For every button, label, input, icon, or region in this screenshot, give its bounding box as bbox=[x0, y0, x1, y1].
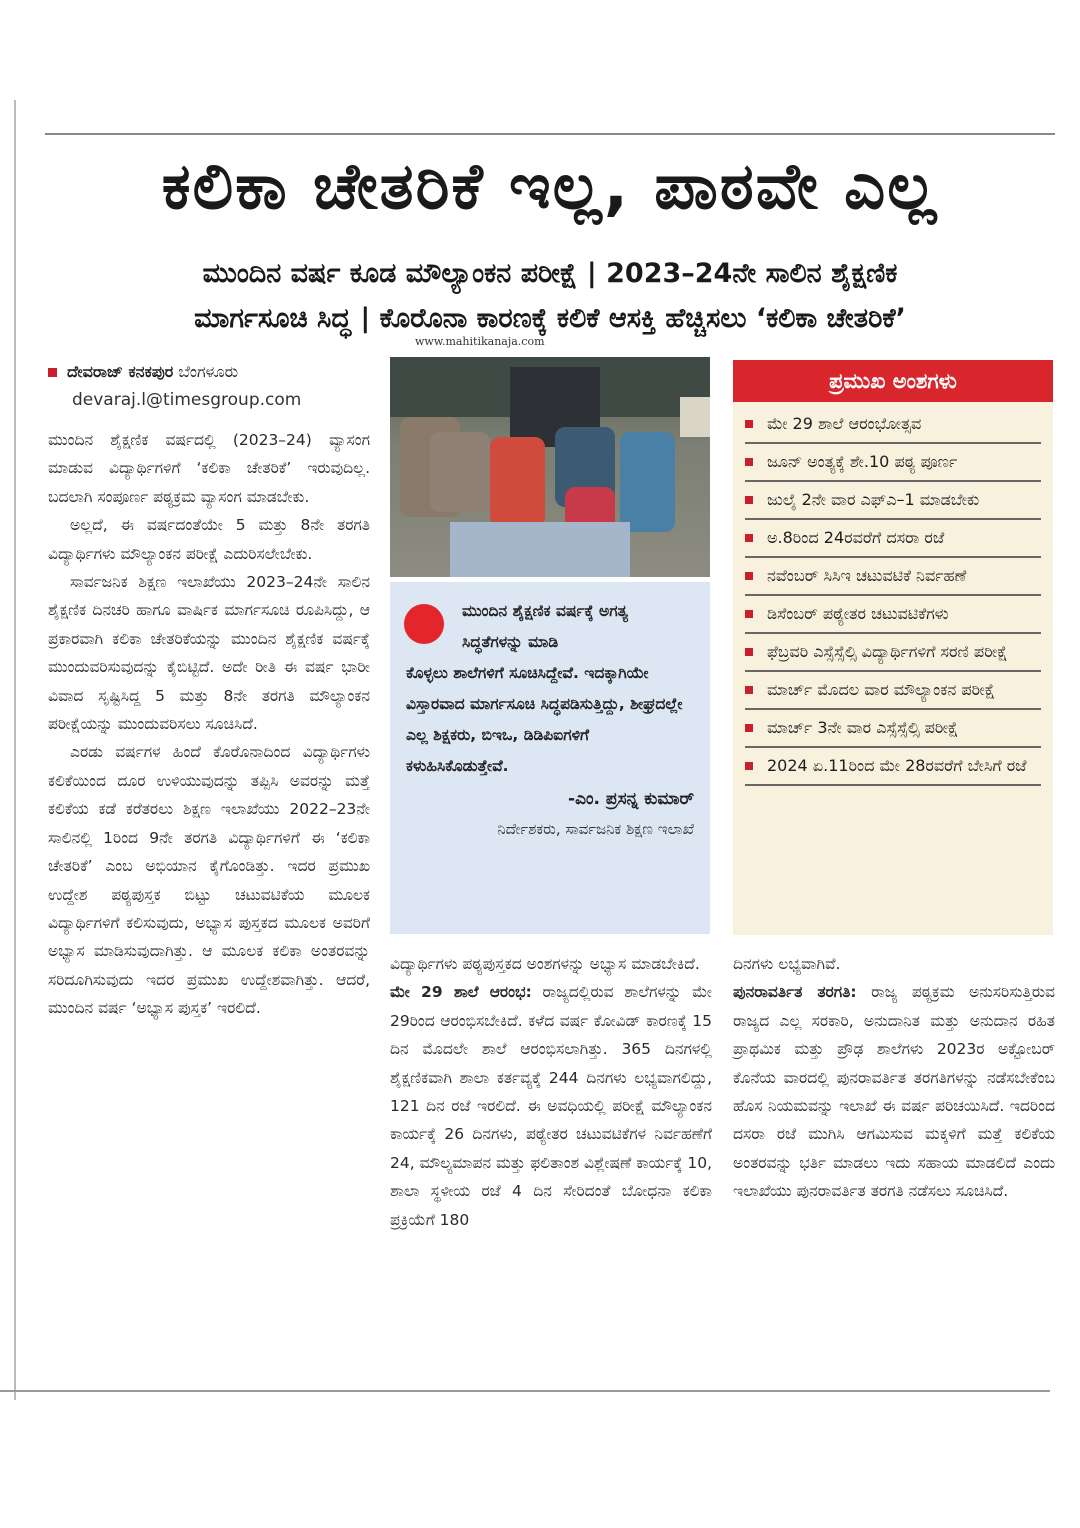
subheadline-1: ಮುಂದಿನ ವರ್ಷ ಕೂಡ ಮೌಲ್ಯಾಂಕನ ಪರೀಕ್ಷೆ | 2023–24ನೇ ಸಾಲಿನ ಶೈಕ್ಷಣಿಕ bbox=[202, 258, 898, 289]
paragraph: ಸಾರ್ವಜನಿಕ ಶಿಕ್ಷಣ ಇಲಾಖೆಯು 2023–24ನೇ ಸಾಲಿನ ಶೈಕ್ಷಣಿಕ ದಿನಚರಿ ಹಾಗೂ ವಾರ್ಷಿಕ ಮಾರ್ಗಸೂಚಿ ರೂಪಿಸಿದ್ದು, ಆ ಪ್ರಕಾರವಾಗಿ ಕಲಿಕಾ ಚೇತರಿಕೆಯನ್ನು ಮುಂದಿನ ಶೈಕ್ಷಣಿಕ ವರ್ಷಕ್ಕೆ ಮುಂದುವರಿಸುವುದನ್ನು ಕೈಬಿಟ್ಟಿದೆ. ಅದೇ ರೀತಿ ಈ ವರ್ಷ ಭಾರೀ ವಿವಾದ ಸೃಷ್ಟಿಸಿದ್ದ 5 ಮತ್ತು 8ನೇ ತರಗತಿ ಮೌಲ್ಯಾಂಕನ ಪರೀಕ್ಷೆಯನ್ನು ಮುಂದುವರಿಸಲು ಸೂಚಿಸಿದೆ. bbox=[48, 573, 370, 734]
author-email[interactable]: devaraj.l@timesgroup.com bbox=[72, 390, 302, 410]
highlight-item: 2024 ಏ.11ರಿಂದ ಮೇ 28ರವರೆಗೆ ಬೇಸಿಗೆ ರಜೆ bbox=[745, 748, 1041, 786]
paragraph: ವಿದ್ಯಾರ್ಥಿಗಳು ಪಠ್ಯಪುಸ್ತಕದ ಅಂಶಗಳನ್ನು ಅಭ್ಯಾಸ ಮಾಡಬೇಕಿದೆ. bbox=[390, 955, 700, 973]
byline bbox=[48, 358, 378, 414]
quote-author-role: ನಿರ್ದೇಶಕರು, ಸಾರ್ವಜನಿಕ ಶಿಕ್ಷಣ ಇಲಾಖೆ bbox=[497, 820, 694, 838]
highlights-title: ಪ್ರಮುಖ ಅಂಶಗಳು bbox=[733, 360, 1053, 402]
bullet-square-icon bbox=[48, 368, 57, 377]
quote-dot-icon bbox=[404, 604, 444, 644]
highlight-item: ಜೂನ್ ಅಂತ್ಯಕ್ಕೆ ಶೇ.10 ಪಠ್ಯ ಪೂರ್ಣ bbox=[745, 444, 1041, 482]
highlight-item: ಮೇ 29 ಶಾಲೆ ಆರಂಭೋತ್ಸವ bbox=[745, 406, 1041, 444]
subheadline-2: ಮಾರ್ಗಸೂಚಿ ಸಿದ್ಧ | ಕೊರೊನಾ ಕಾರಣಕ್ಕೆ ಕಲಿಕೆ ಆಸಕ್ತಿ ಹೆಚ್ಚಿಸಲು ‘ಕಲಿಕಾ ಚೇತರಿಕೆ’ bbox=[194, 303, 906, 334]
highlight-item: ಅ.8ರಿಂದ 24ರವರೆಗೆ ದಸರಾ ರಜೆ bbox=[745, 520, 1041, 558]
watermark: www.mahitikanaja.com bbox=[415, 335, 545, 348]
highlight-item: ಡಿಸೆಂಬರ್ ಪಠ್ಯೇತರ ಚಟುವಟಿಕೆಗಳು bbox=[745, 596, 1041, 634]
highlights-box bbox=[733, 360, 1053, 935]
article-column-1 bbox=[48, 426, 370, 1023]
bottom-rule bbox=[0, 1390, 1050, 1392]
highlight-item: ಮಾರ್ಚ್ ಮೊದಲ ವಾರ ಮೌಲ್ಯಾಂಕನ ಪರೀಕ್ಷೆ bbox=[745, 672, 1041, 710]
headline: ಕಲಿಕಾ ಚೇತರಿಕೆ ಇಲ್ಲ, ಪಾಠವೇ ಎಲ್ಲ bbox=[161, 150, 939, 224]
paragraph-text: ರಾಜ್ಯದಲ್ಲಿರುವ ಶಾಲೆಗಳನ್ನು ಮೇ 29ರಿಂದ ಆರಂಭಿಸಬೇಕಿದೆ. ಕಳೆದ ವರ್ಷ ಕೋವಿಡ್ ಕಾರಣಕ್ಕೆ 15 ದಿನ ಮೊದಲೇ ಶಾಲೆ ಆರಂಭಿಸಲಾಗಿತ್ತು. 365 ದಿನಗಳಲ್ಲಿ ಶೈಕ್ಷಣಿಕವಾಗಿ ಶಾಲಾ ಕರ್ತವ್ಯಕ್ಕೆ 244 ದಿನಗಳು ಲಭ್ಯವಾಗಲಿದ್ದು, 121 ದಿನ ರಜೆ ಇರಲಿದೆ. ಈ ಅವಧಿಯಲ್ಲಿ ಪರೀಕ್ಷೆ ಮೌಲ್ಯಾಂಕನ ಕಾರ್ಯಕ್ಕೆ 26 ದಿನಗಳು, ಪಠ್ಯೇತರ ಚಟುವಟಿಕೆಗಳ ನಿರ್ವಹಣೆಗೆ 24, ಮೌಲ್ಯಮಾಪನ ಮತ್ತು ಫಲಿತಾಂಶ ವಿಶ್ಲೇಷಣೆ ಕಾರ್ಯಕ್ಕೆ 10, ಶಾಲಾ ಸ್ಥಳೀಯ ರಜೆ 4 ದಿನ ಸೇರಿದಂತೆ ಬೋಧನಾ ಕಲಿಕಾ ಪ್ರಕ್ರಿಯೆಗೆ 180 bbox=[390, 983, 712, 1229]
top-rule bbox=[45, 133, 1055, 135]
article-column-2 bbox=[390, 950, 712, 1234]
highlight-item: ಜುಲೈ 2ನೇ ವಾರ ಎಫ್ಎ–1 ಮಾಡಬೇಕು bbox=[745, 482, 1041, 520]
highlight-item: ನವೆಂಬರ್ ಸಿಸಿಇ ಚಟುವಟಿಕೆ ನಿರ್ವಹಣೆ bbox=[745, 558, 1041, 596]
paragraph bbox=[390, 978, 712, 1234]
highlights-list bbox=[733, 402, 1053, 786]
section-subhead: ಮೇ 29 ಶಾಲೆ ಆರಂಭ: bbox=[390, 983, 532, 1002]
students-photo bbox=[390, 357, 710, 577]
quote-author: -ಎಂ. ಪ್ರಸನ್ನ ಕುಮಾರ್ bbox=[568, 789, 694, 809]
highlight-item: ಫೆಬ್ರವರಿ ಎಸ್ಸೆಸ್ಸೆಲ್ಸಿ ವಿದ್ಯಾರ್ಥಿಗಳಿಗೆ ಸರಣಿ ಪರೀಕ್ಷೆ bbox=[745, 634, 1041, 672]
section-subhead: ಪುನರಾವರ್ತಿತ ತರಗತಿ: bbox=[733, 983, 857, 1002]
quote-box bbox=[390, 582, 710, 934]
left-margin-line bbox=[14, 100, 16, 1400]
paragraph-text: ರಾಜ್ಯ ಪಠ್ಯಕ್ರಮ ಅನುಸರಿಸುತ್ತಿರುವ ರಾಜ್ಯದ ಎಲ್ಲ ಸರಕಾರಿ, ಅನುದಾನಿತ ಮತ್ತು ಅನುದಾನ ರಹಿತ ಪ್ರಾಥಮಿಕ ಮತ್ತು ಪ್ರೌಢ ಶಾಲೆಗಳು 2023ರ ಅಕ್ಟೋಬರ್ ಕೊನೆಯ ವಾರದಲ್ಲಿ ಪುನರಾವರ್ತಿತ ತರಗತಿಗಳನ್ನು ನಡೆಸಬೇಕೆಂಬ ಹೊಸ ನಿಯಮವನ್ನು ಇಲಾಖೆ ಈ ವರ್ಷ ಪರಿಚಯಿಸಿದೆ. ಇದರಿಂದ ದಸರಾ ರಜೆ ಮುಗಿಸಿ ಆಗಮಿಸುವ ಮಕ್ಕಳಿಗೆ ಮತ್ತೆ ಕಲಿಕೆಯ ಅಂತರವನ್ನು ಭರ್ತಿ ಮಾಡಲು ಇದು ಸಹಾಯ ಮಾಡಲಿದೆ ಎಂದು ಇಲಾಖೆಯು ಪುನರಾವರ್ತಿತ ತರಗತಿ ನಡೆಸಲು ಸೂಚಿಸಿದೆ. bbox=[733, 983, 1055, 1201]
paragraph: ಅಲ್ಲದೆ, ಈ ವರ್ಷದಂತೆಯೇ 5 ಮತ್ತು 8ನೇ ತರಗತಿ ವಿದ್ಯಾರ್ಥಿಗಳು ಮೌಲ್ಯಾಂಕನ ಪರೀಕ್ಷೆ ಎದುರಿಸಲೇಬೇಕು. bbox=[48, 516, 370, 563]
quote-text-cont: ಕೊಳ್ಳಲು ಶಾಲೆಗಳಿಗೆ ಸೂಚಿಸಿದ್ದೇವೆ. ಇದಕ್ಕಾಗಿಯೇ ವಿಸ್ತಾರವಾದ ಮಾರ್ಗಸೂಚಿ ಸಿದ್ಧಪಡಿಸುತ್ತಿದ್ದು, ಶೀಘ್ರದಲ್ಲೇ ಎಲ್ಲ ಶಿಕ್ಷಕರು, ಬಿಇಒ, ಡಿಡಿಪಿಐಗಳಿಗೆ ಕಳುಹಿಸಿಕೊಡುತ್ತೇವೆ. bbox=[406, 664, 683, 775]
byline-place: ಬೆಂಗಳೂರು bbox=[178, 362, 239, 381]
paragraph: ದಿನಗಳು ಲಭ್ಯವಾಗಿವೆ. bbox=[733, 955, 841, 973]
author-name: ದೇವರಾಜ್ ಕನಕಪುರ bbox=[67, 362, 174, 381]
quote-text: ಮುಂದಿನ ಶೈಕ್ಷಣಿಕ ವರ್ಷಕ್ಕೆ ಅಗತ್ಯ ಸಿದ್ಧತೆಗಳನ್ನು ಮಾಡಿ bbox=[462, 602, 628, 651]
paragraph: ಮುಂದಿನ ಶೈಕ್ಷಣಿಕ ವರ್ಷದಲ್ಲಿ (2023–24) ವ್ಯಾಸಂಗ ಮಾಡುವ ವಿದ್ಯಾರ್ಥಿಗಳಿಗೆ ‘ಕಲಿಕಾ ಚೇತರಿಕೆ’ ಇರುವುದಿಲ್ಲ. ಬದಲಾಗಿ ಸಂಪೂರ್ಣ ಪಠ್ಯಕ್ರಮ ವ್ಯಾಸಂಗ ಮಾಡಬೇಕು. bbox=[48, 431, 370, 506]
paragraph bbox=[733, 978, 1055, 1205]
article-column-3 bbox=[733, 950, 1055, 1206]
highlight-item: ಮಾರ್ಚ್ 3ನೇ ವಾರ ಎಸ್ಸೆಸ್ಸೆಲ್ಸಿ ಪರೀಕ್ಷೆ bbox=[745, 710, 1041, 748]
paragraph: ಎರಡು ವರ್ಷಗಳ ಹಿಂದೆ ಕೊರೊನಾದಿಂದ ವಿದ್ಯಾರ್ಥಿಗಳು ಕಲಿಕೆಯಿಂದ ದೂರ ಉಳಿಯುವುದನ್ನು ತಪ್ಪಿಸಿ ಅವರನ್ನು ಮತ್ತೆ ಕಲಿಕೆಯ ಕಡೆ ಕರೆತರಲು ಶಿಕ್ಷಣ ಇಲಾಖೆಯು 2022–23ನೇ ಸಾಲಿನಲ್ಲಿ 1ರಿಂದ 9ನೇ ತರಗತಿ ವಿದ್ಯಾರ್ಥಿಗಳಿಗೆ ಈ ‘ಕಲಿಕಾ ಚೇತರಿಕೆ’ ಎಂಬ ಅಭಿಯಾನ ಕೈಗೊಂಡಿತ್ತು. ಇದರ ಪ್ರಮುಖ ಉದ್ದೇಶ ಪಠ್ಯಪುಸ್ತಕ ಬಿಟ್ಟು ಚಟುವಟಿಕೆಯ ಮೂಲಕ ವಿದ್ಯಾರ್ಥಿಗಳಿಗೆ ಕಲಿಸುವುದು, ಅಭ್ಯಾಸ ಪುಸ್ತಕದ ಮೂಲಕ ಅವರಿಗೆ ಅಭ್ಯಾಸ ಮಾಡಿಸುವುದಾಗಿತ್ತು. ಆ ಮೂಲಕ ಕಲಿಕಾ ಅಂತರವನ್ನು ಸರಿದೂಗಿಸುವುದು ಇದರ ಪ್ರಮುಖ ಉದ್ದೇಶವಾಗಿತ್ತು. ಆದರೆ, ಮುಂದಿನ ವರ್ಷ ‘ಅಭ್ಯಾಸ ಪುಸ್ತಕ’ ಇರಲಿದೆ. bbox=[48, 743, 370, 1018]
